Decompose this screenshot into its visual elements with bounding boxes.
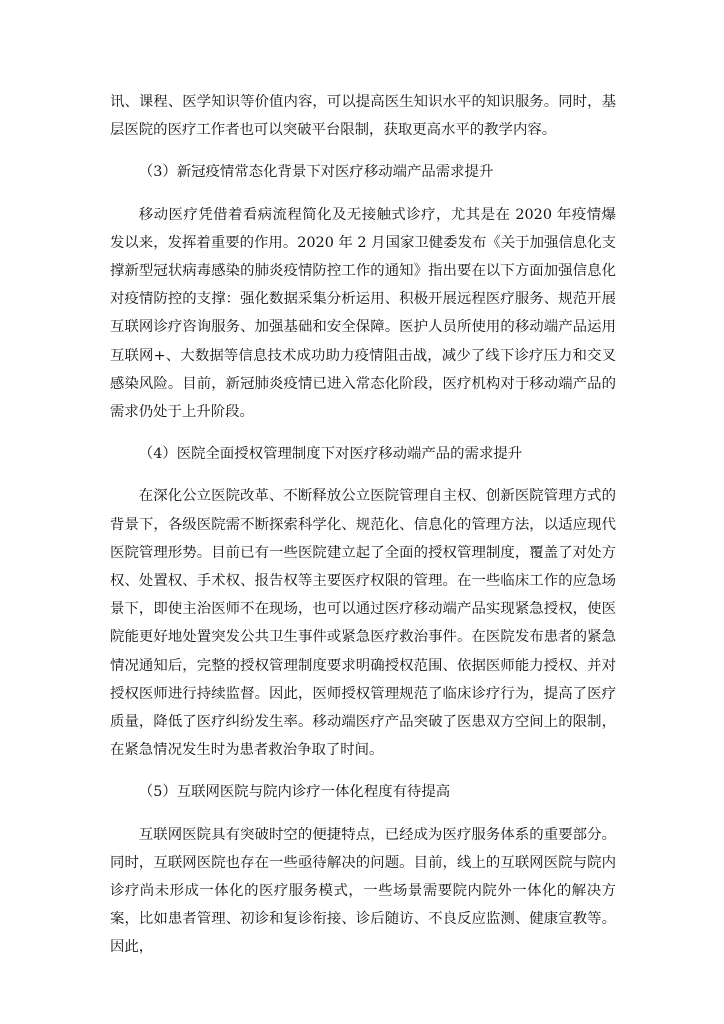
section-heading-5: （5）互联网医院与院内诊疗一体化程度有待提高 [138, 784, 451, 801]
document-page [110, 88, 616, 962]
section-heading-4: （4）医院全面授权管理制度下对医疗移动端产品的需求提升 [138, 446, 523, 463]
paragraph-internet-hospital: 互联网医院具有突破时空的便捷特点，已经成为医疗服务体系的重要部分。同时，互联网医院也存在一些亟待解决的问题。目前，线上的互联网医院与院内诊疗尚未形成一体化的医疗服务模式，一些场景需要院内院外一体化的解决方案，比如患者管理、初诊和复诊衔接、诊后随访、不良反应监测、健康宣教等。因此， [110, 826, 616, 956]
paragraph-knowledge-services: 讯、课程、医学知识等价值内容，可以提高医生知识水平的知识服务。同时，基层医院的医疗工作者也可以突破平台限制，获取更高水平的教学内容。 [110, 94, 616, 139]
paragraph-covid-mobile: 移动医疗凭借着看病流程简化及无接触式诊疗，尤其是在 2020 年疫情爆发以来，发挥着重要的作用。2020 年 2 月国家卫健委发布《关于加强信息化支撑新型冠状病毒感染的肺炎疫情防控工作的通知》指出要在以下方面加强信息化对疫情防控的支撑：强化数据采集分析运用、积极开展远程医疗服务、规范开展互联网诊疗咨询服务、加强基础和安全保障。医护人员所使用的移动端产品运用互联网+、大数据等信息技术成功助力疫情阻击战，减少了线下诊疗压力和交叉感染风险。目前，新冠肺炎疫情已进入常态化阶段，医疗机构对于移动端产品的需求仍处于上升阶段。 [110, 206, 616, 421]
section-heading-3: （3）新冠疫情常态化背景下对医疗移动端产品需求提升 [138, 164, 494, 181]
paragraph-authorization-management: 在深化公立医院改革、不断释放公立医院管理自主权、创新医院管理方式的背景下，各级医院需不断探索科学化、规范化、信息化的管理方法，以适应现代医院管理形势。目前已有一些医院建立起了全面的授权管理制度，覆盖了对处方权、处置权、手术权、报告权等主要医疗权限的管理。在一些临床工作的应急场景下，即使主治医师不在现场，也可以通过医疗移动端产品实现紧急授权，使医院能更好地处置突发公共卫生事件或紧急医疗救治事件。在医院发布患者的紧急情况通知后，完整的授权管理制度要求明确授权范围、依据医师能力授权、并对授权医师进行持续监督。因此，医师授权管理规范了临床诊疗行为，提高了医疗质量，降低了医疗纠纷发生率。移动端医疗产品突破了医患双方空间上的限制，在紧急情况发生时为患者救治争取了时间。 [110, 488, 616, 759]
